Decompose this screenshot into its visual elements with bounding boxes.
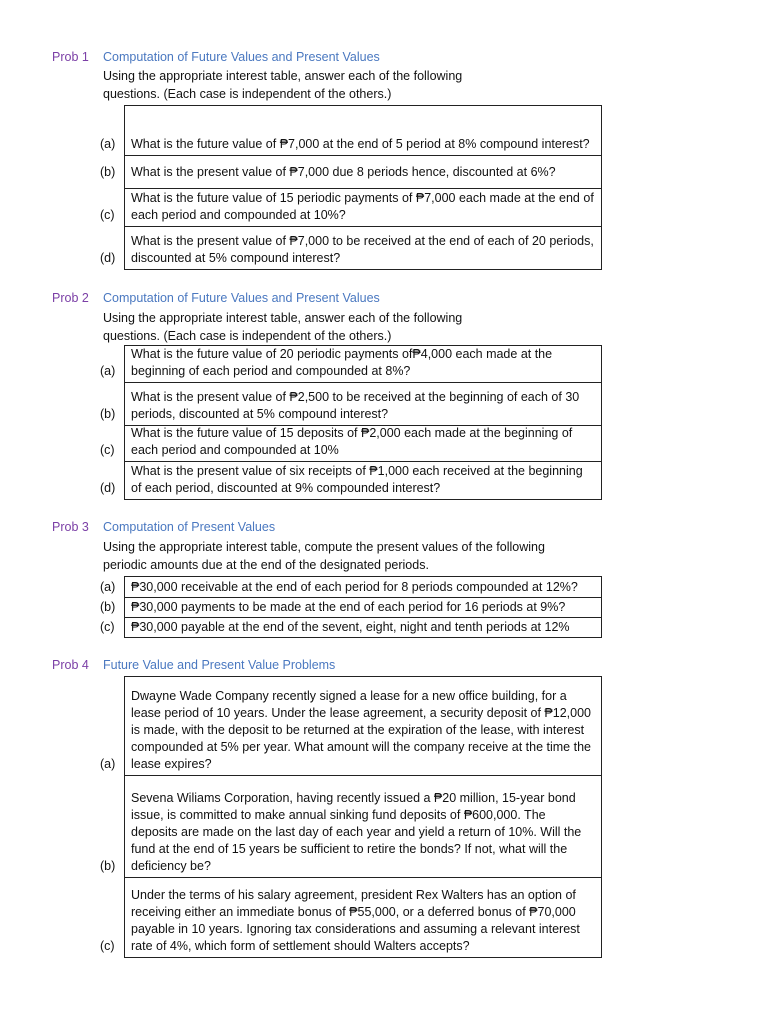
prob-2-table — [100, 345, 602, 500]
item-letter: (b) — [100, 407, 116, 421]
prob-3-table — [100, 576, 602, 638]
item-text: What is the present value of ₱7,000 due 8 periods hence, discounted at 6%? — [131, 164, 556, 179]
item-text: What is the future value of 15 periodic payments of ₱7,000 each made at the end of each period and compounded at 10%? — [131, 191, 594, 222]
prob-3-label: Prob 3 — [52, 520, 89, 534]
item-text: ₱30,000 receivable at the end of each period for 8 periods compounded at 12%? — [131, 579, 578, 594]
prob-1-label: Prob 1 — [52, 50, 89, 64]
item-letter: (a) — [100, 757, 116, 771]
prob-1-title: Computation of Future Values and Present Values — [103, 50, 380, 64]
item-letter: (c) — [100, 939, 115, 953]
item-text: What is the future value of 20 periodic payments of₱4,000 each made at the beginning of each period and compounded at 8%? — [131, 347, 553, 378]
prob-4-item-a — [100, 677, 601, 775]
prob-4-item-b — [100, 775, 601, 877]
item-text: ₱30,000 payments to be made at the end of each period for 16 periods at 9%? — [131, 600, 566, 614]
item-text: What is the future value of ₱7,000 at the end of 5 period at 8% compound interest? — [131, 137, 590, 151]
item-letter: (b) — [100, 859, 116, 873]
item-text: Dwayne Wade Company recently signed a lease for a new office building, for a lease period of 10 years. Under the lease agreement, a security deposit of ₱12,000 is made, with the deposit to be returned at the expiration of the lease, with interest compounded at 5% per year. What amount will the company receive at the time the lease expires? — [131, 689, 592, 771]
prob-2-item-d — [100, 461, 601, 499]
prob-3-title: Computation of Present Values — [103, 520, 276, 534]
prob-2-item-c — [100, 425, 601, 461]
item-letter: (d) — [100, 251, 116, 265]
item-letter: (b) — [100, 164, 116, 179]
item-letter: (a) — [100, 137, 116, 151]
item-text: Sevena Wiliams Corporation, having recently issued a ₱20 million, 15-year bond issue, is committed to make annual sinking fund deposits of ₱600,000. The deposits are made on the last day of each year and yield a return of 10%. Will the fund at the end of 15 years be sufficient to retire the bonds? If not, what will the deficiency be? — [131, 791, 582, 873]
item-letter: (c) — [100, 443, 115, 457]
prob-2-title: Computation of Future Values and Present Values — [103, 291, 380, 305]
prob-2-label: Prob 2 — [52, 291, 89, 305]
item-text: What is the present value of six receipts of ₱1,000 each received at the beginning of each period, discounted at 9% compounded interest? — [131, 464, 583, 495]
prob-3-item-b — [100, 597, 601, 617]
item-text: What is the future value of 15 deposits of ₱2,000 each made at the beginning of each period and compounded at 10% — [131, 426, 573, 457]
prob-1-table — [100, 105, 602, 270]
item-letter: (c) — [100, 620, 115, 634]
prob-2-intro: Using the appropriate interest table, answer each of the following questions. (Each case is independent of the others.) — [103, 311, 463, 343]
prob-1-intro: Using the appropriate interest table, answer each of the following questions. (Each case is independent of the others.) — [103, 69, 463, 101]
prob-4-title: Future Value and Present Value Problems — [103, 658, 336, 672]
prob-2-item-b — [100, 382, 601, 425]
prob-1-item-a — [100, 106, 601, 155]
prob-4-table — [100, 676, 602, 958]
prob-1-item-d — [100, 226, 601, 269]
item-letter: (a) — [100, 364, 116, 378]
item-letter: (a) — [100, 579, 116, 594]
item-letter: (c) — [100, 208, 115, 222]
item-text: Under the terms of his salary agreement, president Rex Walters has an option of receiving either an immediate bonus of ₱55,000, or a deferred bonus of ₱70,000 payable in 10 years. Ignoring tax considerations and assuming a relevant interest rate of 4%, which form of settlement should Walters accepts? — [131, 888, 580, 953]
item-letter: (d) — [100, 481, 116, 495]
prob-4-item-c — [100, 877, 601, 957]
prob-4-label: Prob 4 — [52, 658, 89, 672]
item-text: ₱30,000 payable at the end of the sevent, eight, night and tenth periods at 12% — [131, 620, 570, 634]
item-text: What is the present value of ₱7,000 to be received at the end of each of 20 periods, discounted at 5% compound interest? — [131, 234, 594, 265]
prob-3-item-c — [100, 617, 601, 637]
prob-3-intro: Using the appropriate interest table, compute the present values of the following periodic amounts due at the end of the designated periods. — [103, 540, 545, 572]
item-text: What is the present value of ₱2,500 to be received at the beginning of each of 30 periods, discounted at 5% compound interest? — [131, 390, 580, 421]
prob-3-item-a — [100, 577, 601, 597]
prob-1-item-c — [100, 188, 601, 226]
prob-2-item-a — [100, 346, 601, 382]
prob-1-item-b — [100, 155, 601, 188]
item-letter: (b) — [100, 600, 116, 614]
